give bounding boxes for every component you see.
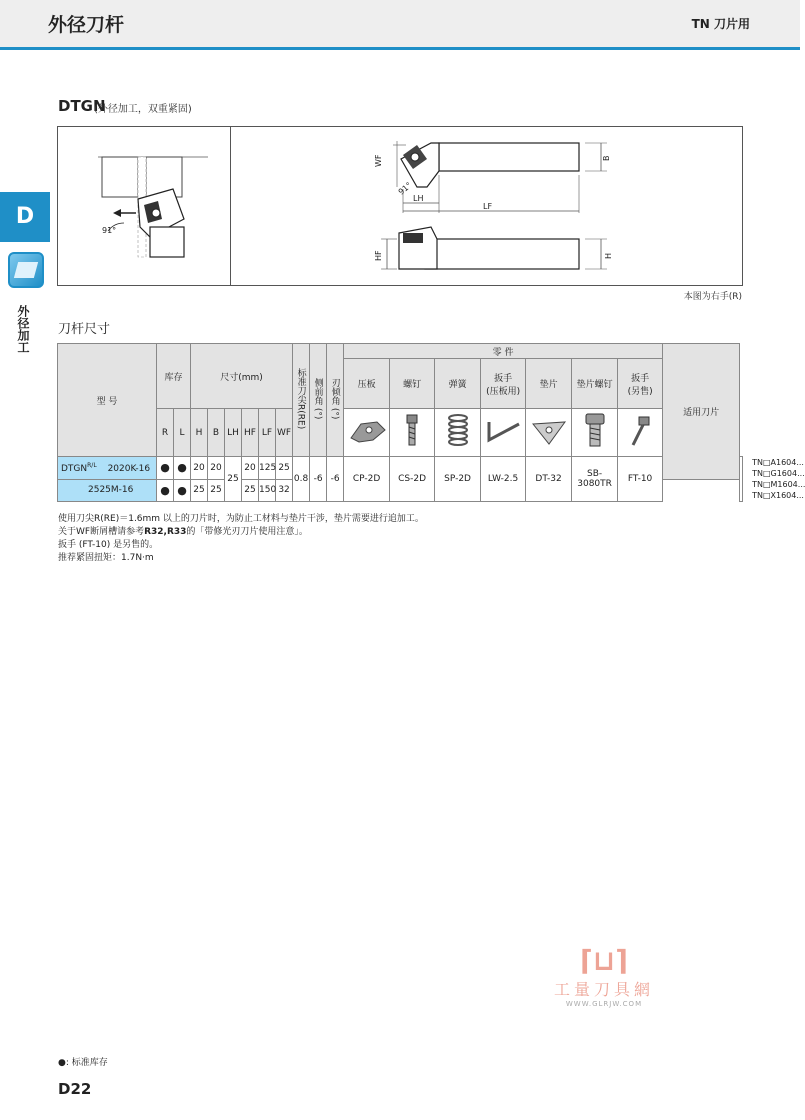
dim-lh-shared: 25 xyxy=(225,457,242,502)
header-insert-type: TN 刀片用 xyxy=(691,17,750,31)
wf-label: WF xyxy=(374,154,383,167)
dim-wf-header: WF xyxy=(276,409,293,457)
dim-hf-1: 20 xyxy=(242,457,259,480)
note-3: 扳手 (FT-10) 是另售的。 xyxy=(58,540,159,550)
right-hand-note: 本图为右手(R) xyxy=(683,292,742,302)
b-label: B xyxy=(602,155,611,161)
wrench-sold-code: FT-10 xyxy=(618,457,663,502)
shim-icon xyxy=(526,409,572,457)
dim-lf-2: 150 xyxy=(259,479,276,502)
product-subtitle: (外径加工，双重紧固) xyxy=(94,104,192,115)
side-angle-header: 侧前角 (°) xyxy=(310,344,327,457)
watermark-logo: ⌈⊔⌉ 工量刀具網 WWW.GLRJW.COM xyxy=(534,944,674,1014)
wrench-clamp-code: LW-2.5 xyxy=(481,457,526,502)
dim-h-1: 20 xyxy=(191,457,208,480)
stock-r-1: ● xyxy=(157,457,174,480)
stock-legend: ●: 标准库存 xyxy=(58,1058,108,1068)
dim-b-1: 20 xyxy=(208,457,225,480)
wrench-sold-icon xyxy=(618,409,663,457)
note-4: 推荐紧固扭矩：1.7N·m xyxy=(58,553,154,563)
lf-label: LF xyxy=(483,202,493,211)
clamp-icon xyxy=(344,409,390,457)
part-wrench-clamp-label: 扳手 (压板用) xyxy=(481,359,526,409)
machining-schematic xyxy=(58,127,230,285)
part-spring-label: 弹簧 xyxy=(435,359,481,409)
dim-b-2: 25 xyxy=(208,479,225,502)
angle-label: 91° xyxy=(396,180,414,197)
clamp-code: CP-2D xyxy=(344,457,390,502)
part-wrench-sold-label: 扳手 (另售) xyxy=(618,359,663,409)
page-number: D22 xyxy=(58,1080,92,1098)
screw-code: CS-2D xyxy=(390,457,435,502)
page-title: 外径刀杆 xyxy=(48,14,125,36)
holder-dimension-drawing xyxy=(231,127,743,285)
part-screw-label: 螺钉 xyxy=(390,359,435,409)
lh-label: LH xyxy=(413,194,424,203)
turning-icon xyxy=(8,252,44,288)
side-angle-value: -6 xyxy=(310,457,327,502)
note-2-ref[interactable]: R32,R33 xyxy=(144,527,187,537)
dim-hf-2: 25 xyxy=(242,479,259,502)
parts-header: 零 件 xyxy=(344,344,663,359)
wrench-clamp-icon xyxy=(481,409,526,457)
section-title: 刀杆尺寸 xyxy=(58,322,111,337)
stock-l-2: ● xyxy=(174,479,191,502)
stock-l-1: ● xyxy=(174,457,191,480)
page-header xyxy=(0,0,800,50)
spec-table xyxy=(57,343,805,502)
spring-code: SP-2D xyxy=(435,457,481,502)
stock-header: 库存 xyxy=(157,344,191,409)
part-shim-screw-label: 垫片螺钉 xyxy=(572,359,618,409)
shim-screw-code: SB-3080TR xyxy=(572,457,618,502)
dim-lf-1: 125 xyxy=(259,457,276,480)
stock-r-header: R xyxy=(157,409,174,457)
inserts-header: 适用刀片 xyxy=(663,344,740,480)
dim-h-2: 25 xyxy=(191,479,208,502)
footnotes xyxy=(58,513,424,565)
section-label: 外径加工 xyxy=(16,305,30,353)
part-clamp-label: 压板 xyxy=(344,359,390,409)
shim-code: DT-32 xyxy=(526,457,572,502)
dim-b-header: B xyxy=(208,409,225,457)
dim-lh-header: LH xyxy=(225,409,242,457)
incl-angle-header: 刃倾角 (°) xyxy=(327,344,344,457)
shim-screw-icon xyxy=(572,409,618,457)
h-label: H xyxy=(604,252,613,259)
logo-mark-icon: ⌈⊔⌉ xyxy=(580,944,628,977)
dims-header: 尺寸(mm) xyxy=(191,344,293,409)
holder-diagram xyxy=(57,126,743,286)
stock-l-header: L xyxy=(174,409,191,457)
re-header: 标准刀尖R(RE) xyxy=(293,344,310,457)
note-1: 使用刀尖R(RE)＝1.6mm 以上的刀片时，为防止工材料与垫片干涉，垫片需要进行追加工。 xyxy=(58,514,424,524)
note-2: 关于WF断屑槽请参考R32,R33的「带修光刃刀片使用注意」。 xyxy=(58,527,308,537)
dim-lf-header: LF xyxy=(259,409,276,457)
product-code: DTGN xyxy=(58,97,106,115)
spring-icon xyxy=(435,409,481,457)
model-header: 型 号 xyxy=(58,344,157,457)
re-value: 0.8 xyxy=(293,457,310,502)
dim-wf-1: 25 xyxy=(276,457,293,480)
applicable-inserts: TN□A1604... TN□G1604... TN□M1604... TN□X1604... xyxy=(740,457,743,502)
screw-icon xyxy=(390,409,435,457)
part-shim-label: 垫片 xyxy=(526,359,572,409)
dim-h-header: H xyxy=(191,409,208,457)
dim-hf-header: HF xyxy=(242,409,259,457)
dim-wf-2: 32 xyxy=(276,479,293,502)
table-row-model-1: $DTGN^{R/L}$ 2020K-16 xyxy=(58,457,157,480)
hf-label: HF xyxy=(374,250,383,261)
left-angle-label: 91° xyxy=(102,226,117,235)
incl-angle-value: -6 xyxy=(327,457,344,502)
table-row-model-2: 2525M-16 xyxy=(58,479,157,502)
stock-r-2: ● xyxy=(157,479,174,502)
section-tab[interactable]: D xyxy=(0,192,50,242)
